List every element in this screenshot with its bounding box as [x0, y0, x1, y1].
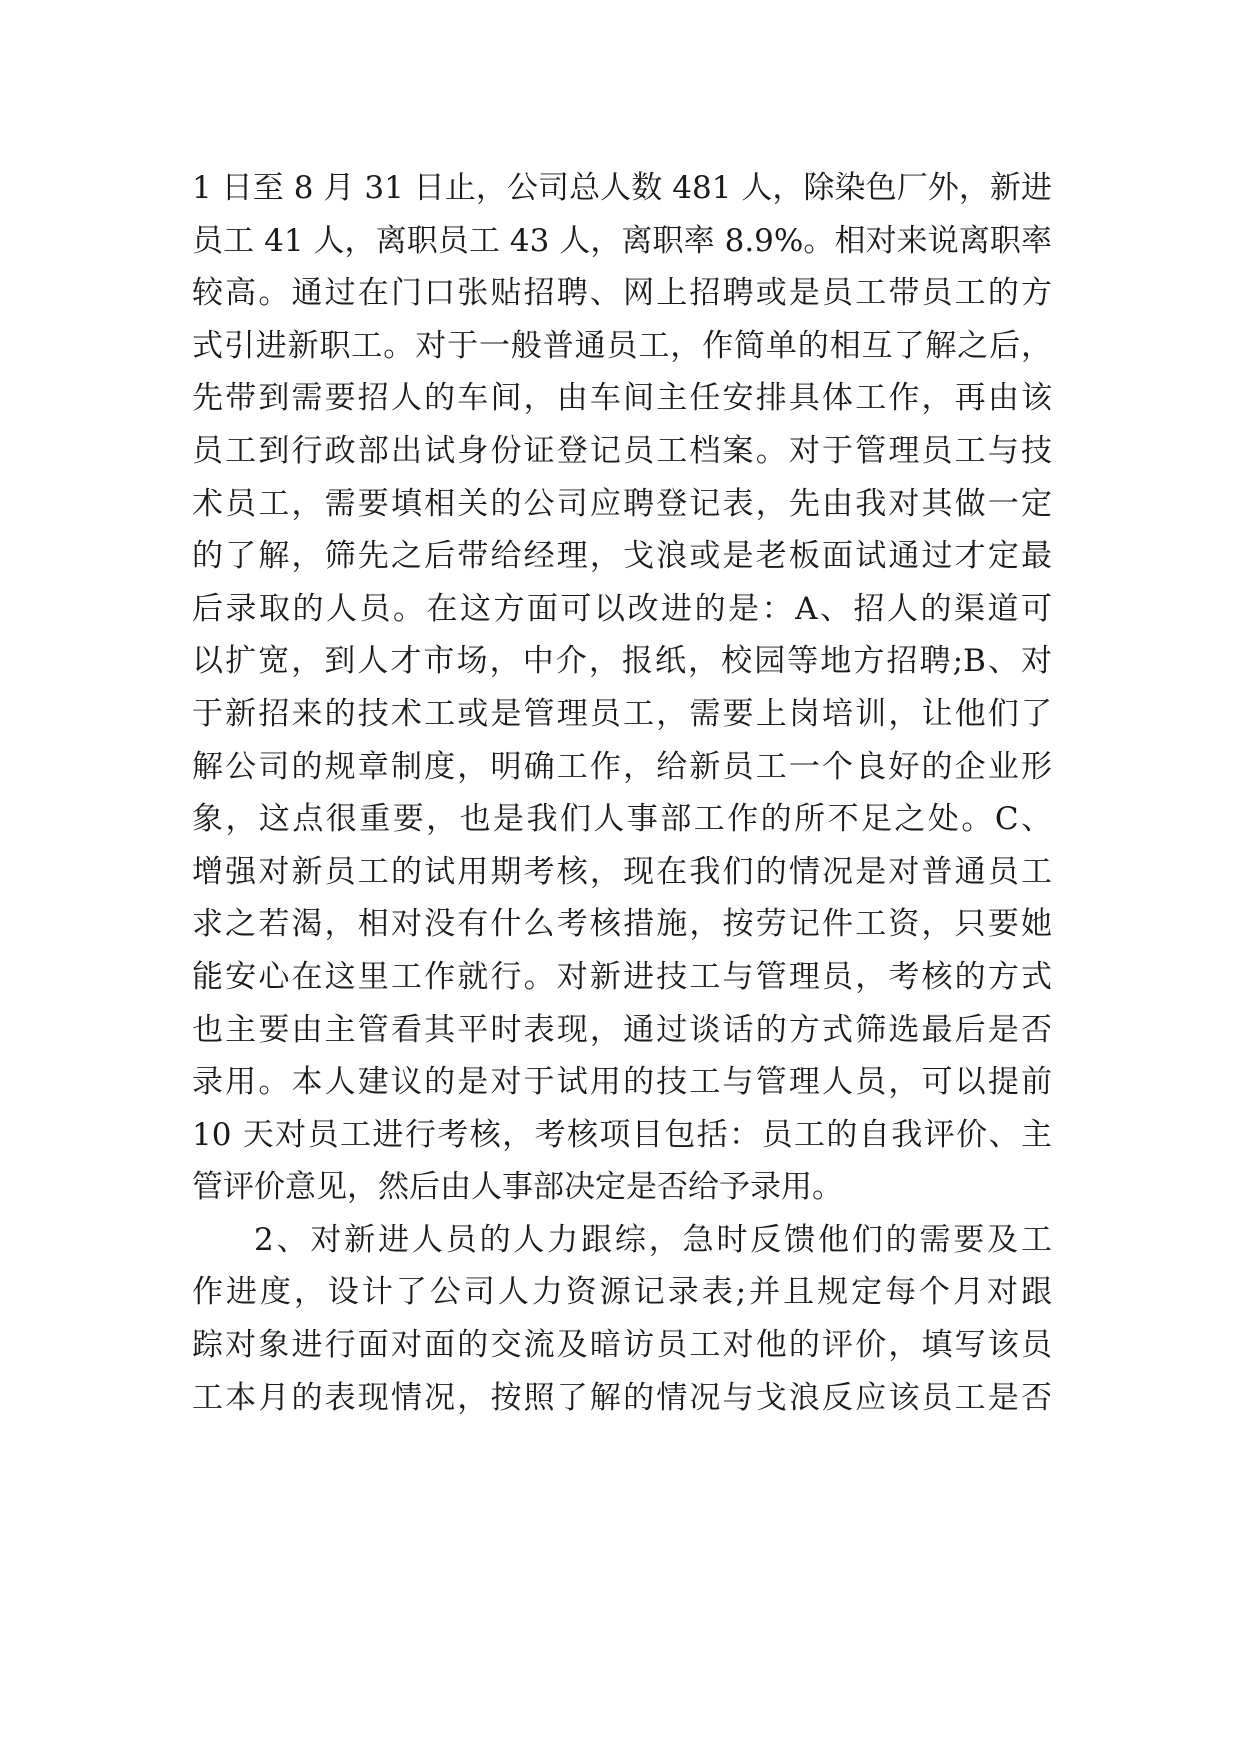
paragraph [192, 1214, 1052, 1424]
text-line: 式引进新职工。对于一般普通员工，作简单的相互了解之后， [192, 327, 1052, 364]
text-line: 的了解，筛先之后带给经理，戈浪或是老板面试通过才定最 [192, 538, 1052, 575]
text-line: 1 日至 8 月 31 日止，公司总人数 481 人，除染色厂外，新进 [192, 170, 1052, 206]
paragraph [192, 162, 1052, 1214]
text-line: 于新招来的技术工或是管理员工，需要上岗培训，让他们了 [192, 695, 1052, 732]
text-line: 象，这点很重要，也是我们人事部工作的所不足之处。C、 [192, 801, 1052, 838]
text-line: 后录取的人员。在这方面可以改进的是：A、招人的渠道可 [192, 590, 1052, 627]
text-line: 解公司的规章制度，明确工作，给新员工一个良好的企业形 [192, 748, 1052, 785]
text-line: 工本月的表现情况，按照了解的情况与戈浪反应该员工是否 [192, 1379, 1052, 1416]
text-line: 求之若渴，相对没有什么考核措施，按劳记件工资，只要她 [192, 906, 1052, 943]
text-line: 较高。通过在门口张贴招聘、网上招聘或是员工带员工的方 [192, 275, 1052, 312]
text-line: 2、对新进人员的人力跟综，急时反馈他们的需要及工 [254, 1221, 1052, 1258]
text-line: 录用。本人建议的是对于试用的技工与管理人员，可以提前 [192, 1064, 1052, 1101]
text-line: 作进度，设计了公司人力资源记录表;并且规定每个月对跟 [192, 1274, 1052, 1311]
body-text [192, 162, 1052, 1424]
text-line: 踪对象进行面对面的交流及暗访员工对他的评价，填写该员 [192, 1327, 1052, 1364]
text-line: 管评价意见，然后由人事部决定是否给予录用。 [192, 1169, 843, 1206]
text-line: 以扩宽，到人才市场，中介，报纸，校园等地方招聘;B、对 [192, 643, 1052, 680]
text-line: 先带到需要招人的车间，由车间主任安排具体工作，再由该 [192, 380, 1052, 417]
text-line: 增强对新员工的试用期考核，现在我们的情况是对普通员工 [192, 853, 1052, 890]
text-line: 也主要由主管看其平时表现，通过谈话的方式筛选最后是否 [192, 1011, 1052, 1048]
text-line: 员工 41 人，离职员工 43 人，离职率 8.9%。相对来说离职率 [192, 222, 1052, 259]
text-line: 10 天对员工进行考核，考核项目包括：员工的自我评价、主 [192, 1116, 1052, 1153]
text-line: 术员工，需要填相关的公司应聘登记表，先由我对其做一定 [192, 485, 1052, 522]
text-line: 能安心在这里工作就行。对新进技工与管理员，考核的方式 [192, 958, 1052, 995]
text-line: 员工到行政部出试身份证登记员工档案。对于管理员工与技 [192, 432, 1052, 469]
